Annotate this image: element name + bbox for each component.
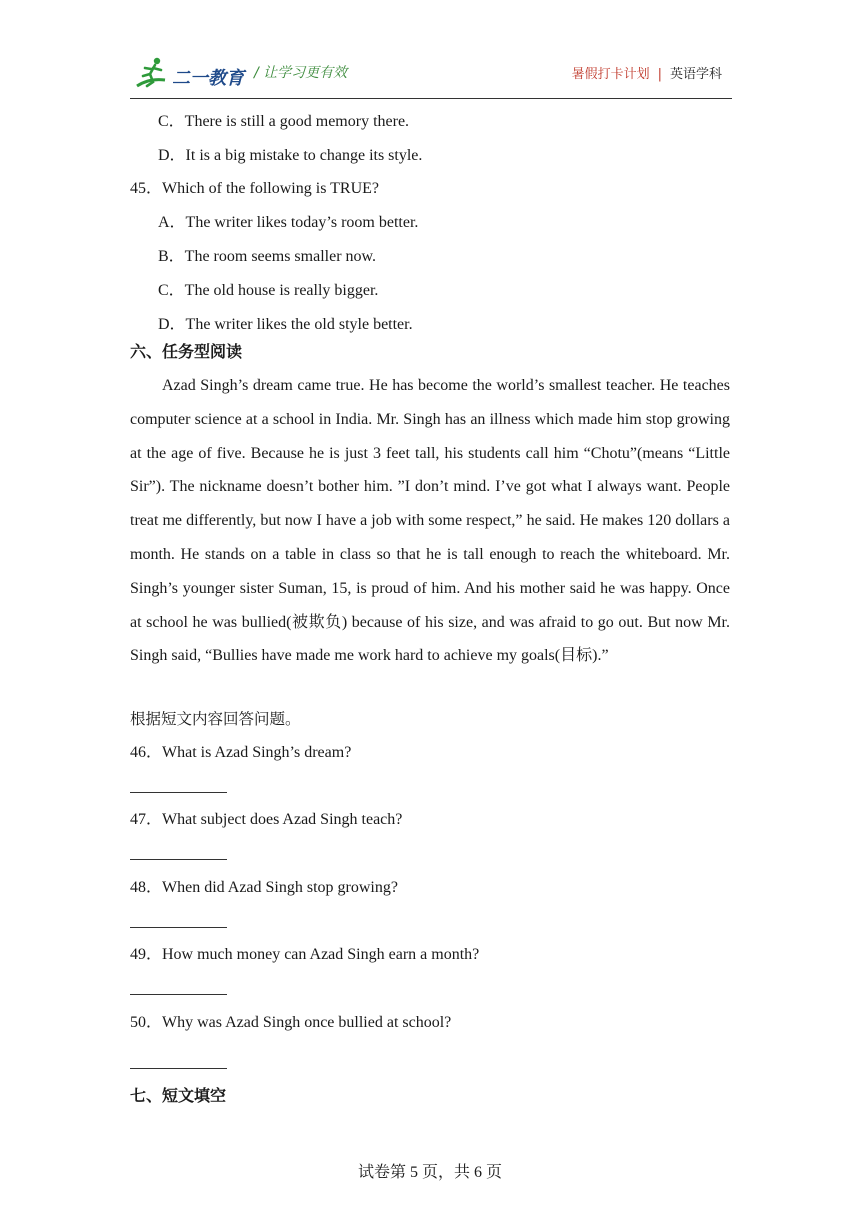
summer-plan-label: 暑假打卡计划 bbox=[571, 67, 650, 82]
q44-option-c: C．There is still a good memory there. bbox=[158, 113, 410, 130]
header-separator: | bbox=[657, 67, 662, 82]
brand-name: 二一教育 bbox=[172, 68, 244, 89]
reading-passage: Azad Singh’s dream came true. He has become the world’s smallest teacher. He teaches computer science at a school in India. Mr. Singh has an illness which made him stop growing at the age of five. Because he is just 3 feet tall, his students call him “Chotu”(means “Little Sir”). The nickname doesn’t bother him. ”I don’t mind. I’ve got what I always want. People treat me differently, but now I have a job with some respect,” he said. He makes 120 dollars a month. He stands on a table in class so that he is tall enough to reach the whiteboard. Mr. Singh’s younger sister Suman, 15, is proud of him. And his mother said he was happy. Once at school he was bullied(被欺负) because of his size, and was afraid to go out. But now Mr. Singh said, “Bullies have made me work hard to achieve my goals(目标).” bbox=[130, 377, 730, 665]
q45-stem: 45．Which of the following is TRUE? bbox=[130, 180, 380, 197]
q50-answer-blank[interactable] bbox=[130, 1068, 227, 1069]
running-figure-icon bbox=[135, 56, 171, 90]
q45-option-b: B．The room seems smaller now. bbox=[158, 248, 377, 265]
q47-answer-blank[interactable] bbox=[130, 859, 227, 860]
q49-answer-blank[interactable] bbox=[130, 994, 227, 995]
page-footer: 试卷第 5 页，共 6 页 bbox=[357, 1164, 502, 1181]
q44-option-d: D．It is a big mistake to change its style. bbox=[158, 147, 423, 164]
section7-title: 七、短文填空 bbox=[130, 1086, 227, 1105]
q45-option-d: D．The writer likes the old style better. bbox=[158, 316, 413, 333]
answer-instruction: 根据短文内容回答问题。 bbox=[130, 710, 301, 728]
q48-answer-blank[interactable] bbox=[130, 927, 227, 928]
q46-answer-blank[interactable] bbox=[130, 792, 227, 793]
q46-stem: 46．What is Azad Singh’s dream? bbox=[130, 744, 352, 761]
brand-logo bbox=[135, 56, 255, 90]
section6-title: 六、任务型阅读 bbox=[130, 342, 243, 361]
q49-stem: 49．How much money can Azad Singh earn a month? bbox=[130, 946, 480, 963]
header-slogan: / 让学习更有效 bbox=[254, 65, 348, 81]
q48-stem: 48．When did Azad Singh stop growing? bbox=[130, 879, 398, 896]
q50-stem: 50．Why was Azad Singh once bullied at school? bbox=[130, 1014, 452, 1031]
subject-label: 英语学科 bbox=[669, 67, 722, 82]
q45-option-c: C．The old house is really bigger. bbox=[158, 282, 379, 299]
q47-stem: 47．What subject does Azad Singh teach? bbox=[130, 811, 403, 828]
page-header bbox=[130, 52, 732, 99]
header-right bbox=[572, 63, 722, 82]
q45-option-a: A．The writer likes today’s room better. bbox=[158, 214, 419, 231]
